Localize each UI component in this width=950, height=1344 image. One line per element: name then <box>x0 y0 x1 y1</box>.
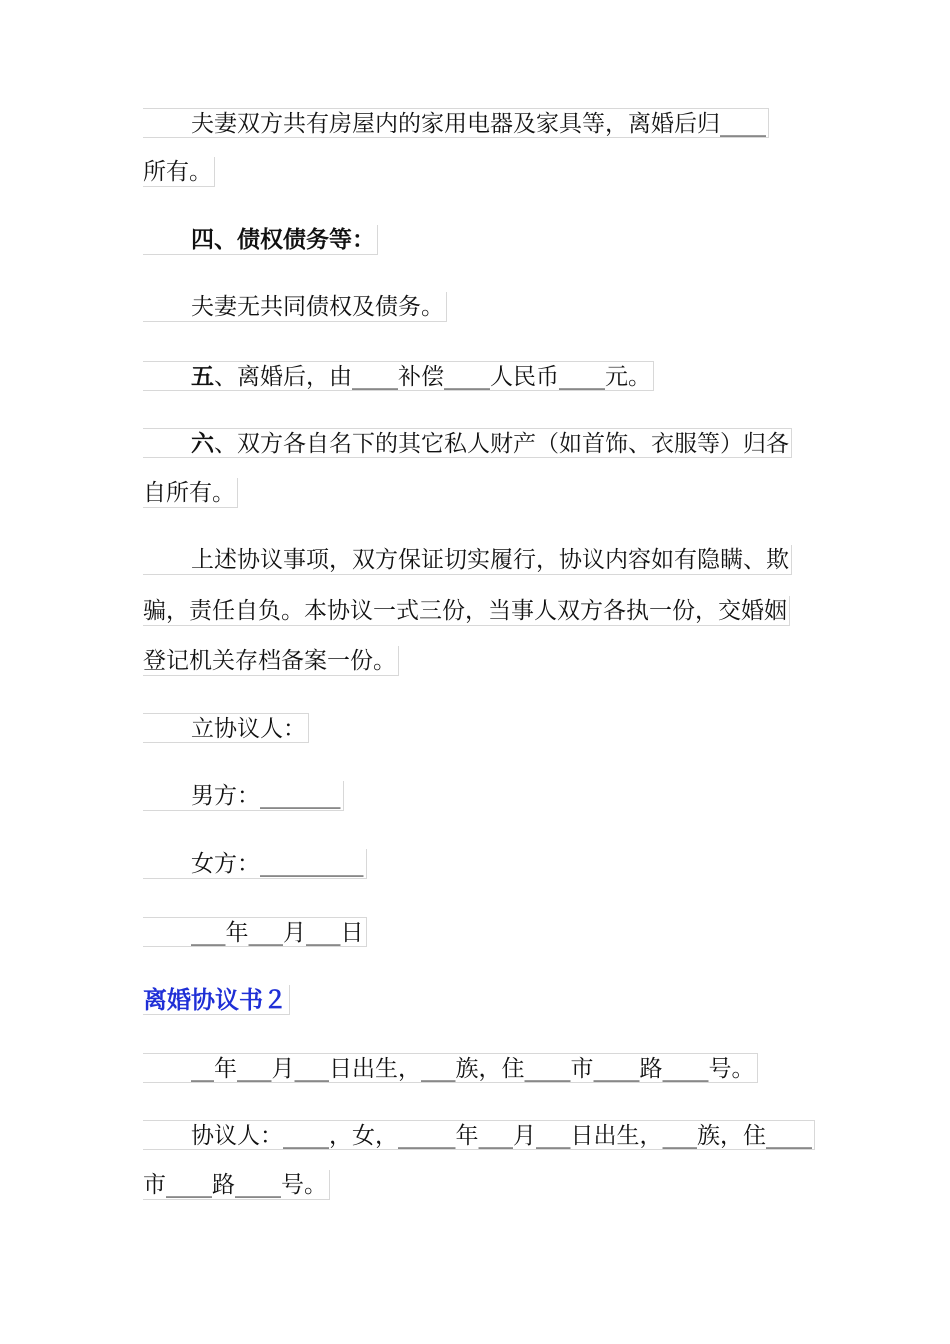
section-number: 五 <box>191 363 214 390</box>
male-party-field: 男方：_______ <box>143 781 344 811</box>
paragraph-line: 夫妻无共同债权及债务。 <box>143 292 447 322</box>
paragraph-line: 骗，责任自负。本协议一式三份，当事人双方各执一份，交婚姻 <box>143 596 790 626</box>
paragraph-line: 登记机关存档备案一份。 <box>143 646 399 676</box>
paragraph-line: 上述协议事项，双方保证切实履行，协议内容如有隐瞒、欺 <box>143 545 792 575</box>
section-heading: 离婚协议书２ <box>143 985 290 1015</box>
paragraph-line: 夫妻双方共有房屋内的家用电器及家具等，离婚后归____ <box>143 108 769 138</box>
date-field: ___年___月___日 <box>143 917 367 947</box>
paragraph-line: 市____路____号。 <box>143 1170 330 1200</box>
section-text: 、离婚后，由____补偿____人民币____元。 <box>214 364 651 390</box>
female-party-field: 女方：_________ <box>143 849 367 879</box>
section-six-line <box>143 428 792 458</box>
paragraph-line: 所有。 <box>143 157 215 187</box>
paragraph-line: 协议人：____，女，_____年___月___日出生，___族，住____ <box>143 1120 815 1150</box>
section-heading-debts: 四、债权债务等： <box>143 225 378 255</box>
signatory-label: 立协议人： <box>143 713 309 743</box>
paragraph-line: __年___月___日出生，___族，住____市____路____号。 <box>143 1053 758 1083</box>
section-text: 、双方各自名下的其它私人财产（如首饰、衣服等）归各 <box>214 431 789 457</box>
section-five-line <box>143 361 654 391</box>
paragraph-line: 自所有。 <box>143 478 238 508</box>
section-number: 六 <box>191 430 214 457</box>
